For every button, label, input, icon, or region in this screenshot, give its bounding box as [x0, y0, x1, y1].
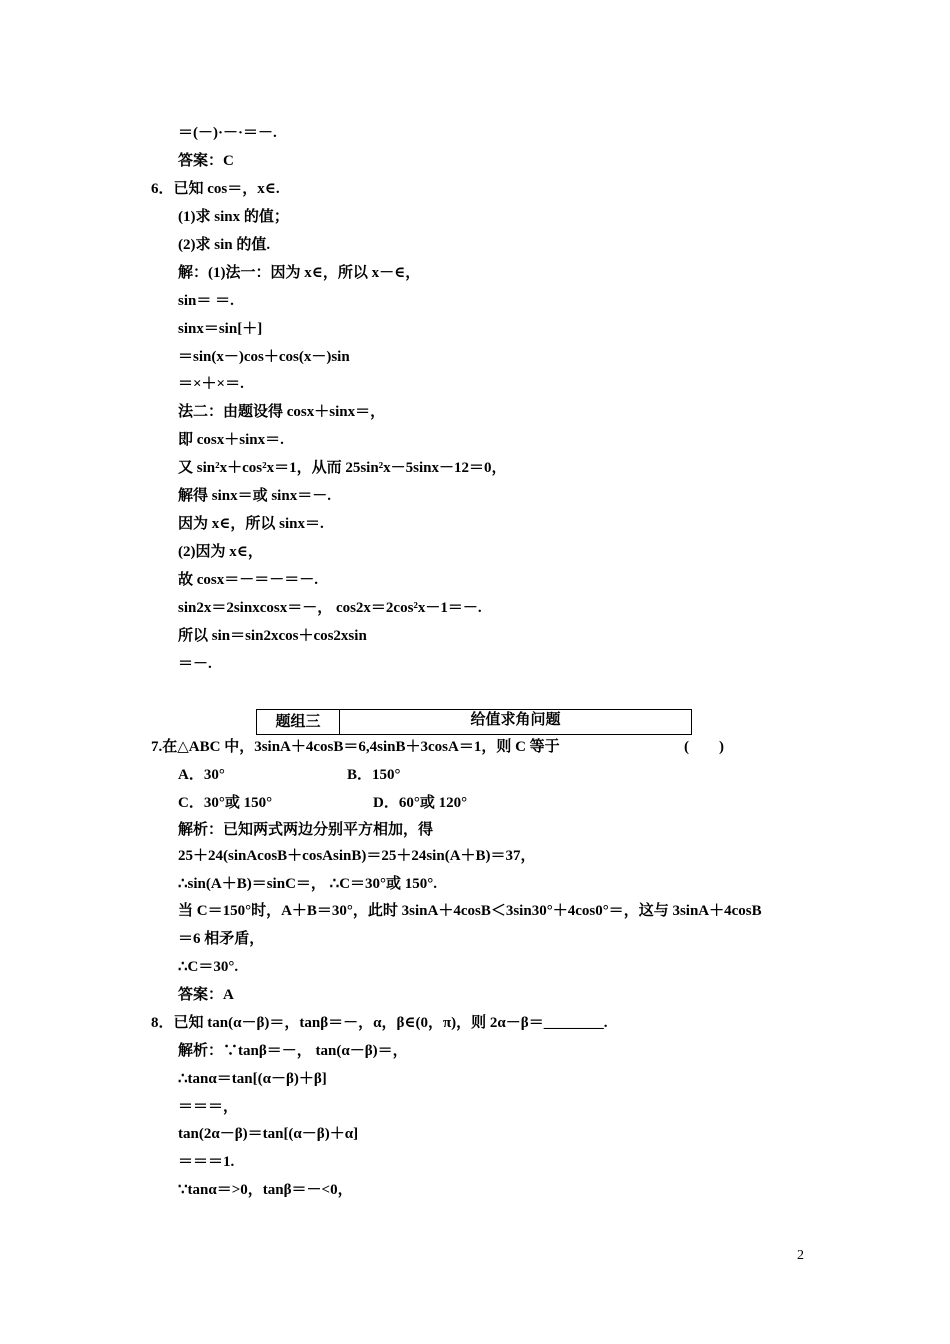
question-7: 7.在△ABC 中，3sinA＋4cosB＝6,4sinB＋3cosA＝1，则 C 等于: [151, 739, 560, 755]
section-header-table: [256, 709, 692, 735]
text-line: 故 cosx＝－＝－＝－.: [178, 572, 318, 588]
text-line: 25＋24(sinAcosB＋cosAsinB)＝25＋24sin(A＋B)＝37，: [178, 848, 536, 864]
text-line: ∴tanα＝tan[(α－β)＋β]: [178, 1071, 327, 1087]
text-line: ＝×＋×＝.: [178, 376, 244, 392]
text-line: ＝sin(x－)cos＋cos(x－)sin: [178, 349, 350, 365]
text-line: 法二：由题设得 cosx＋sinx＝，: [178, 404, 386, 420]
option-a: A．30°: [178, 767, 225, 783]
question-8: 8．已知 tan(α－β)＝，tanβ＝－，α，β∈(0，π)，则 2α－β＝________.: [151, 1015, 608, 1031]
text-line: 当 C＝150°时，A＋B＝30°，此时 3sinA＋4cosB＜3sin30°＋4cos0°＝，这与 3sinA＋4cosB: [178, 903, 762, 919]
question-6: 6．已知 cos＝，x∈.: [151, 181, 280, 197]
text-line: ∴sin(A＋B)＝sinC＝， ∴C＝30°或 150°.: [178, 876, 438, 892]
text-line: (2)因为 x∈，: [178, 544, 263, 560]
text-line: 即 cosx＋sinx＝.: [178, 432, 284, 448]
analysis-line: 解析：∵tanβ＝－， tan(α－β)＝，: [178, 1043, 408, 1059]
text-line: ＝－.: [178, 656, 212, 672]
text-line: 又 sin²x＋cos²x＝1，从而 25sin²x－5sinx－12＝0，: [178, 460, 507, 476]
text-line: 解得 sinx＝或 sinx＝－.: [178, 488, 331, 504]
text-line: ＝6 相矛盾，: [178, 931, 265, 947]
option-c: C．30°或 150°: [178, 795, 273, 811]
option-b: B．150°: [347, 767, 401, 783]
text-line: 因为 x∈，所以 sinx＝.: [178, 516, 324, 532]
option-d: D．60°或 120°: [373, 795, 468, 811]
text-line: ∴C＝30°.: [178, 959, 239, 975]
text-line: (1)求 sinx 的值；: [178, 209, 289, 225]
text-line: ＝(－)·－·＝－.: [178, 125, 277, 141]
solution-line: 解：(1)法一：因为 x∈，所以 x－∈，: [178, 265, 421, 281]
text-line: sin＝ ＝.: [178, 293, 234, 309]
text-line: 所以 sin＝sin2xcos＋cos2xsin: [178, 628, 367, 644]
section-group-label: 题组三: [257, 710, 340, 734]
text-line: ＝＝＝，: [178, 1099, 239, 1115]
text-line: ＝＝＝1.: [178, 1154, 235, 1170]
text-line: sin2x＝2sinxcosx＝－， cos2x＝2cos²x－1＝－.: [178, 600, 482, 616]
text-line: sinx＝sin[＋]: [178, 321, 263, 337]
analysis-line: 解析：已知两式两边分别平方相加，得: [178, 822, 434, 838]
text-line: (2)求 sin 的值.: [178, 237, 271, 253]
answer-line: 答案：C: [178, 153, 234, 169]
text-line: tan(2α－β)＝tan[(α－β)＋α]: [178, 1126, 359, 1142]
answer-line: 答案：A: [178, 987, 234, 1003]
section-topic-label: 给值求角问题: [470, 712, 561, 728]
answer-bracket: ( ): [684, 739, 724, 755]
page-number: 2: [797, 1248, 804, 1263]
text-line: ∵tanα＝>0，tanβ＝－<0，: [178, 1182, 353, 1198]
